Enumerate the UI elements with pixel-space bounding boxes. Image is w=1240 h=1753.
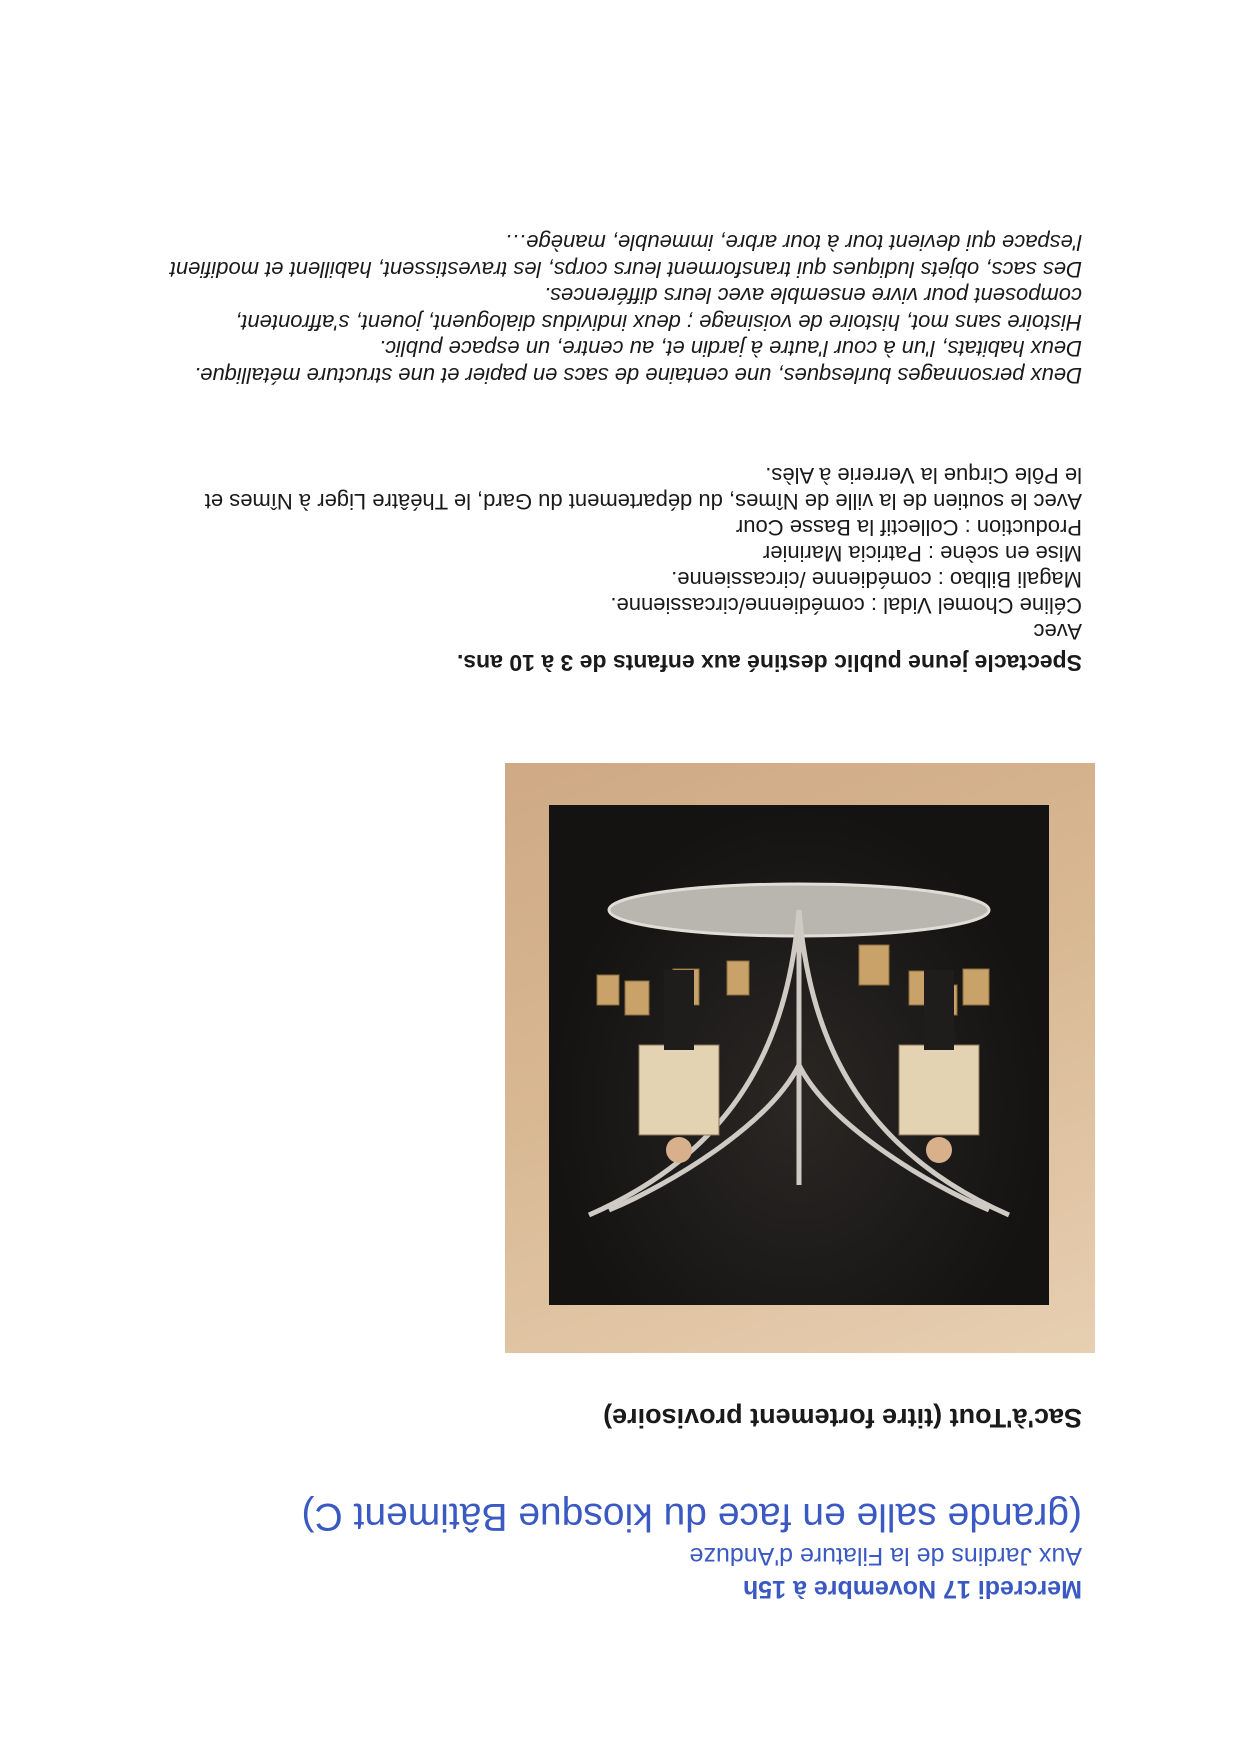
credit-line: Mise en scène : Patricia Marinier	[762, 541, 1082, 566]
description-paragraph: Deux personnages burlesques, une centaine de sacs en papier et une structure métallique.	[194, 363, 1082, 388]
credit-line: Production : Collectif la Basse Cour	[735, 515, 1082, 540]
description-paragraph: Deux habitats, l'un à cour l'autre à jardin et, au centre, un espace public.	[378, 336, 1082, 362]
audience-line: Spectacle jeune public destiné aux enfants de 3 à 10 ans.	[456, 650, 1082, 676]
venue-line-2: (grande salle en face du kiosque Bâtiment C)	[301, 1495, 1082, 1538]
credit-line: Magali Bilbao : comédienne /circassienne.	[671, 567, 1082, 592]
credit-line: Avec le soutien de la ville de Nîmes, du département du Gard, le Théâtre Liger à Nîmes et le Pôle Cirque la Verrerie à Alès.	[204, 463, 1082, 514]
credit-line: Céline Chomel Vidal : comédienne/circassienne.	[610, 593, 1082, 618]
stage-illustration	[549, 805, 1049, 1305]
show-photo	[505, 763, 1095, 1353]
performer-right	[639, 970, 719, 1163]
description-paragraph: Des sacs, objets ludiques qui transforment leurs corps, les travestissent, habillent et modifient l'espace qui devient tour à tour arbre, immeuble, manège…	[169, 230, 1082, 282]
description-paragraph: Histoire sans mot, histoire de voisinage ; deux individus dialoguent, jouent, s'affrontent, composent pour vivre ensemble avec leurs différences.	[235, 283, 1082, 335]
credits-block	[142, 462, 1082, 644]
show-description	[132, 229, 1082, 388]
credit-line: Avec	[1033, 619, 1082, 644]
stage-photo-image	[549, 805, 1049, 1305]
event-date: Mercredi 17 Novembre à 15h	[742, 1575, 1082, 1603]
show-title: Sac'à'Tout (titre fortement provisoire)	[603, 1403, 1082, 1433]
venue-line-1: Aux Jardins de la Filature d'Anduze	[689, 1542, 1082, 1570]
